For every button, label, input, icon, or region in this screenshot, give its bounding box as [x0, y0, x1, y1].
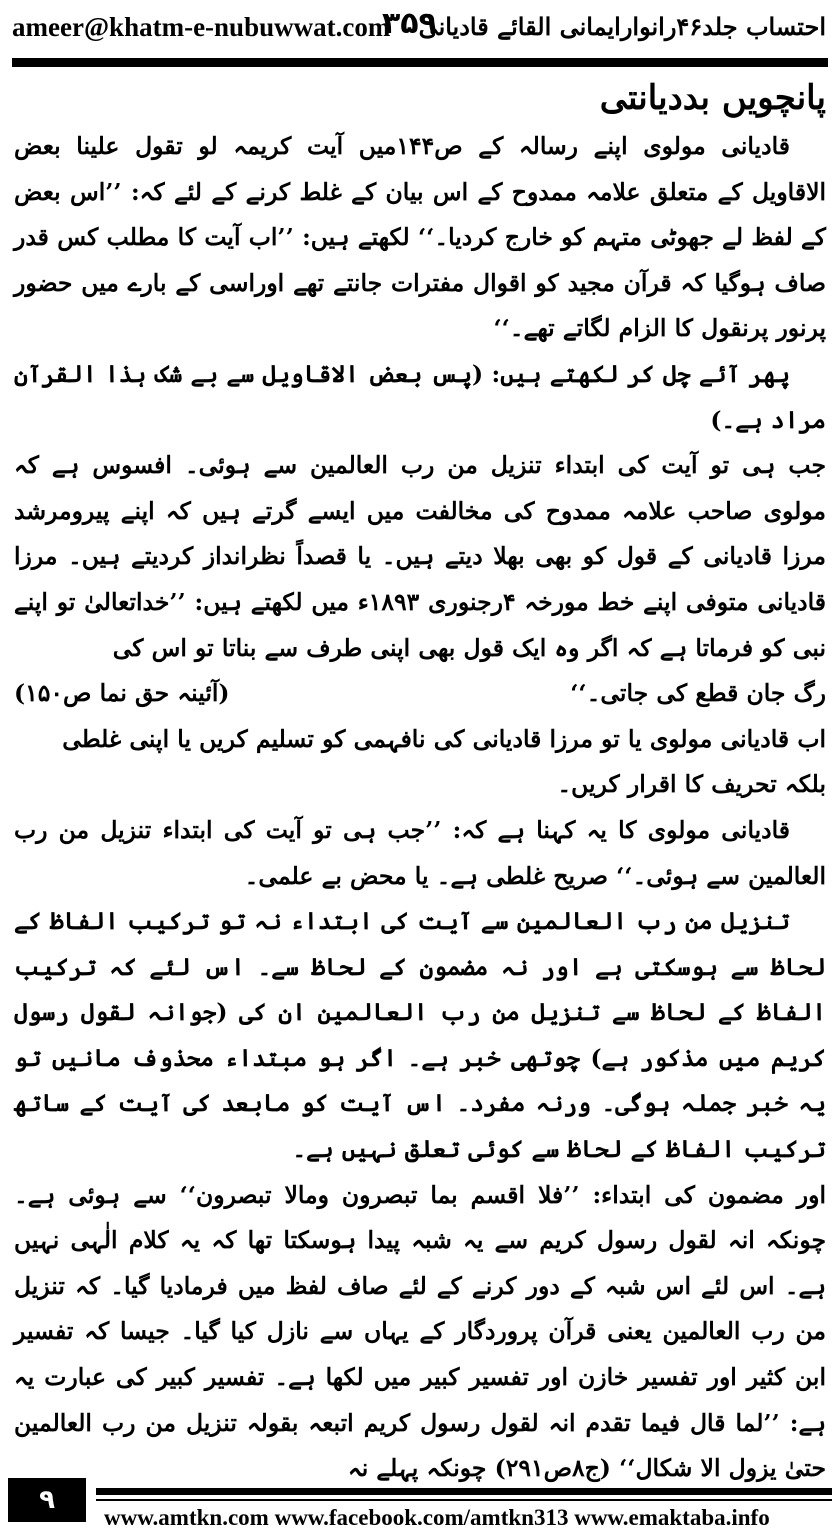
page-footer: [0, 1478, 840, 1540]
section-heading: پانچویں بددیانتی: [599, 78, 826, 118]
paragraph-4: [14, 671, 826, 717]
paragraph-3: جب ہی تو آیت کی ابتداء تنزیل من رب العالمین سے ہوئی۔ افسوس ہے کہ مولوی صاحب علامہ ممدوح کی مخالفت میں ایسے گرتے ہیں کہ اپنے پیرومرشد مرزا قادیانی کے قول کو بھی بھلا دیتے ہیں۔ یا قصداً نظرانداز کردیتے ہیں۔ مرزا قادیانی متوفی اپنے خط مورخہ ۴رجنوری ۱۸۹۳ء میں لکھتے ہیں: ’’خداتعالیٰ تو اپنے نبی کو فرماتا ہے کہ اگر وہ ایک قول بھی اپنی طرف سے بناتا تو اس کی: [14, 451, 827, 662]
paragraph-6: قادیانی مولوی کا یہ کہنا ہے کہ: ’’جب ہی تو آیت کی ابتداء تنزیل من رب العالمین سے ہوئی۔‘‘ صریح غلطی ہے۔ یا محض بے علمی۔: [14, 815, 826, 890]
paragraph-8: اور مضمون کی ابتداء: ’’فلا اقسم بما تبصرون ومالا تبصرون‘‘ سے ہوئی ہے۔ چونکہ انہ لقول رسول کریم سے یہ شبہ پیدا ہوسکتا تھا کہ یہ کلام الٰہی نہیں ہے۔ اس لئے اس شبہ کے دور کرنے کے لئے صاف لفظ میں فرمادیا گیا۔ کہ تنزیل من رب العالمین یعنی قرآن پروردگار کے یہاں سے نازل کیا گیا۔ جیسا کہ تفسیر ابن کثیر اور تفسیر خازن اور تفسیر کبیر میں لکھا ہے۔ تفسیر کبیر کی عبارت یہ ہے: ’’لما قال فیما تقدم انہ لقول رسول کریم اتبعہ بقولہ تنزیل من رب العالمین حتیٰ یزول الا شکال‘‘ (ج۸ص۲۹۱) چونکہ پہلے نہ: [14, 1180, 826, 1483]
page-body: [14, 74, 827, 1483]
paragraph-1: قادیانی مولوی اپنے رسالہ کے ص۱۴۴میں آیت کریمہ لو تقول علینا بعض الاقاویل کے متعلق علامہ ممدوح کے اس بیان کے غلط کرنے کے لئے کہ: ’’اس بعض کے لفظ لے جھوٹی متہم کو خارج کردیا۔‘‘ لکھتے ہیں: ’’اب آیت کا مطلب کس قدر صاف ہوگیا کہ قرآن مجید کو اقوال مفترات جانتے تھے اوراسی کے بارے میں حضور پرنور پرنقول کا الزام لگاتے تھے۔‘‘: [14, 132, 826, 343]
header-email: ameer@khatm-e-nubuwwat.com: [12, 12, 391, 42]
paragraph-4-text: رگ جان قطع کی جاتی۔‘‘: [570, 679, 826, 708]
footer-rule: [96, 1488, 832, 1495]
footer-urls: www.amtkn.com www.facebook.com/amtkn313 www.emaktaba.info: [104, 1505, 770, 1530]
header-rule: [12, 58, 828, 67]
footer-rule-thin: [96, 1499, 832, 1501]
header-page-number: ۳۵۹: [382, 6, 437, 41]
page-header: [0, 0, 840, 60]
paragraph-7: تنزیل من رب العالمین سے آیت کی ابتداء نہ تو ترکیب الفاظ کے لحاظ سے ہوسکتی ہے اور نہ مضمون کے لحاظ سے۔ اس لئے کہ ترکیب الفاظ کے لحاظ سے تنزیل من رب العالمین ان کی (جوانہ لقول رسول کریم میں مذکور ہے) چوتھی خبر ہے۔ اگر ہو مبتداء محذوف مانیں تو یہ خبر جملہ ہوگی۔ ورنہ مفرد۔ اس آیت کو مابعد کی آیت کے ساتھ ترکیب الفاظ کے لحاظ سے کوئی تعلق نہیں ہے۔: [14, 907, 826, 1164]
footer-page-number: ۹: [8, 1478, 86, 1522]
reference-citation: (آئینہ حق نما ص۱۵۰): [14, 679, 230, 708]
paragraph-2: پھر آئے چل کر لکھتے ہیں: (پس بعض الاقاویل سے بے شک ہذا القرآن مراد ہے۔): [14, 359, 826, 434]
header-book-title: احتساب جلد۴۶رانوارایمانی القائے قادیانی: [418, 12, 826, 41]
paragraph-5: اب قادیانی مولوی یا تو مرزا قادیانی کی نافہمی کو تسلیم کریں یا اپنی غلطی بلکہ تحریف کا اقرار کریں۔: [62, 724, 826, 799]
